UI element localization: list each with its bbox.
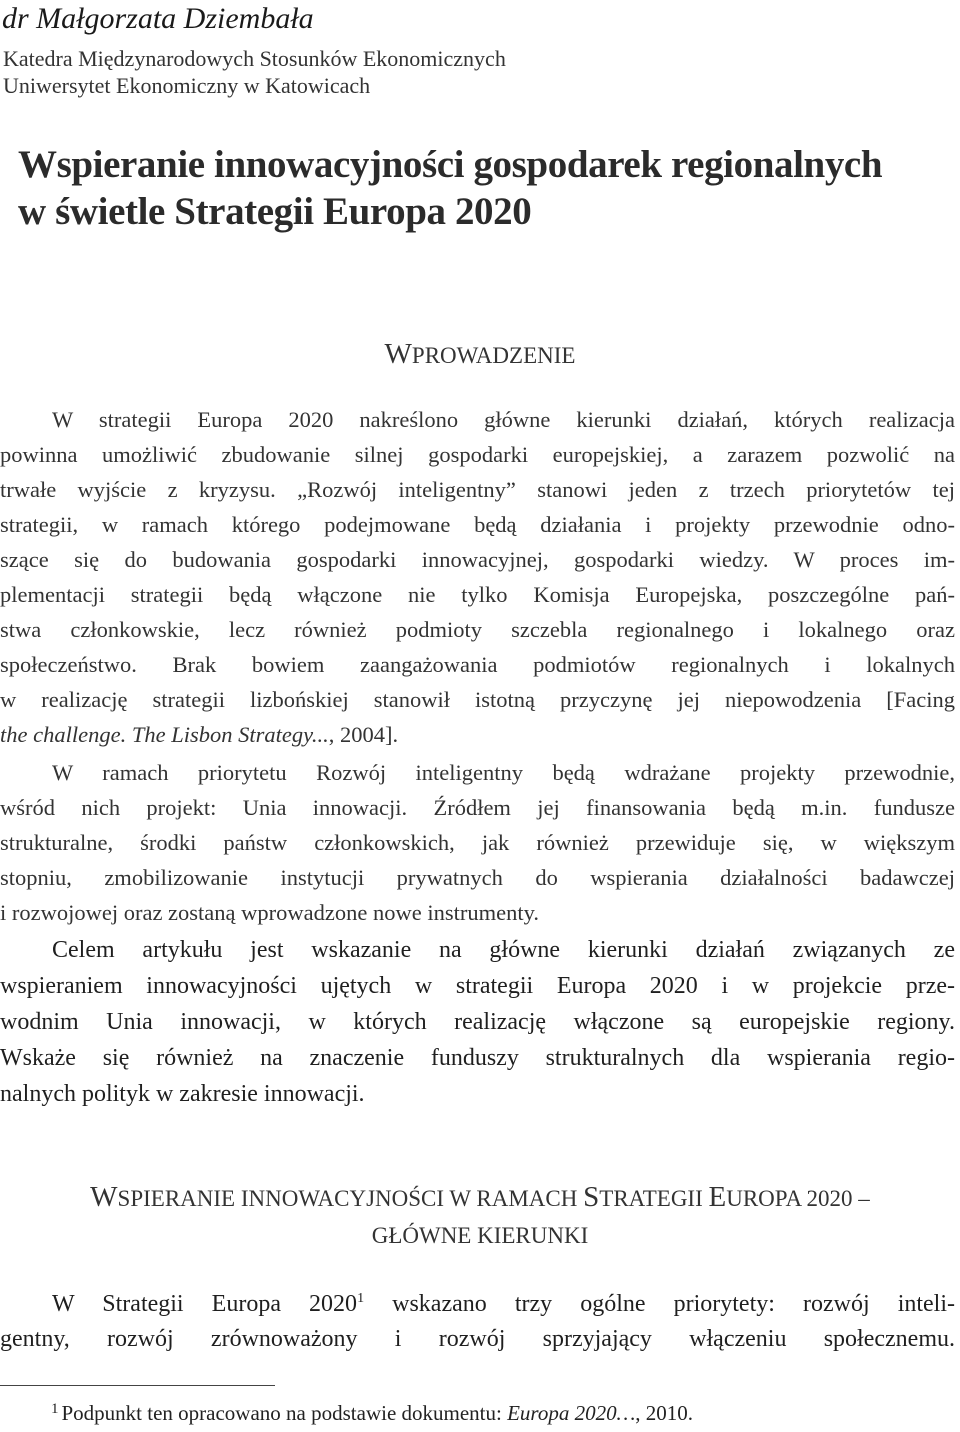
section-heading-line-2: GŁÓWNE KIERUNKI	[371, 1223, 589, 1248]
section-heading-initial-e: E	[708, 1181, 727, 1213]
intro-p2-line-3: strukturalne, środki państw członkowskich, jak również przewiduje się, w większym	[0, 830, 955, 855]
intro-heading-initial: W	[384, 338, 412, 370]
intro-line-6: plementacji strategii będą włączone nie tylko Komisja Europejska, poszczególne pań-	[0, 582, 955, 607]
section-heading-text-a: SPIERANIE INNOWACYJNOŚCI W RAMACH	[117, 1186, 584, 1211]
footnote-text: Podpunkt ten opracowano na podstawie dokumentu:	[61, 1401, 508, 1425]
intro-p2-line-1: W ramach priorytetu Rozwój inteligentny będą wdrażane projekty przewodnie,	[52, 760, 955, 785]
intro-line-7: stwa członkowskie, lecz również podmioty szczebla regionalnego i lokalnego oraz	[0, 617, 955, 642]
article-title-line-2: w świetle Strategii Europa 2020	[18, 190, 532, 233]
aim-line-3: wodnim Unia innowacji, w których realizację włączone są europejskie regiony.	[0, 1009, 955, 1035]
aim-line-4: Wskaże się również na znaczenie funduszy strukturalnych dla wspierania regio-	[0, 1045, 955, 1071]
intro-line-8: społeczeństwo. Brak bowiem zaangażowania podmiotów regionalnych i lokalnych	[0, 652, 955, 677]
footnote	[51, 1399, 693, 1427]
intro-line-2: powinna umożliwić zbudowanie silnej gospodarki europejskiej, a zarazem pozwolić na	[0, 442, 955, 467]
intro-heading-rest: PROWADZENIE	[411, 343, 576, 368]
citation-year: , 2004].	[328, 722, 399, 747]
footnote-year: , 2010.	[635, 1401, 693, 1425]
intro-p2-line-4: stopniu, zmobilizowanie instytucji prywatnych do wspierania działalności badawczej	[0, 865, 955, 890]
section-body-text-a: W Strategii Europa 2020	[52, 1291, 358, 1317]
section-heading-text-c: UROPA 2020 –	[726, 1186, 870, 1211]
intro-p2-line-5: i rozwojowej oraz zostaną wprowadzone nowe instrumenty.	[0, 900, 539, 925]
article-title-line-1: Wspieranie innowacyjności gospodarek regionalnych	[18, 143, 883, 186]
aim-line-1: Celem artykułu jest wskazanie na główne kierunki działań związanych ze	[52, 937, 955, 963]
aim-line-2: wspieraniem innowacyjności ujętych w strategii Europa 2020 i w projekcie prze-	[0, 973, 955, 999]
section-body-text-b: wskazano trzy ogólne priorytety: rozwój inteli-	[364, 1291, 956, 1317]
affiliation-university: Uniwersytet Ekonomiczny w Katowicach	[3, 73, 371, 98]
section-heading-initial-s: S	[583, 1181, 600, 1213]
section-heading-text-b: TRATEGII	[599, 1186, 709, 1211]
section-heading-line-1	[0, 1182, 960, 1214]
intro-p2-line-2: wśród nich projekt: Unia innowacji. Źródłem jej finansowania będą m.in. fundusze	[0, 795, 955, 820]
intro-line-4: strategii, w ramach którego podejmowane będą działania i projekty przewodnie odno-	[0, 512, 955, 537]
affiliation-department: Katedra Międzynarodowych Stosunków Ekonomicznych	[3, 46, 506, 71]
footnote-divider	[0, 1385, 275, 1386]
section-body-line-2: gentny, rozwój zrównoważony i rozwój sprzyjający włączeniu społecznemu.	[0, 1326, 955, 1352]
section-heading-initial-w: W	[90, 1181, 118, 1213]
footnote-number: 1	[51, 1401, 59, 1417]
author-name: dr Małgorzata Dziembała	[2, 2, 314, 35]
footnote-source: Europa 2020…	[507, 1401, 636, 1425]
intro-line-9: w realizację strategii lizbońskiej stanowił istotną przyczynę jej niepowodzenia [Facing	[0, 687, 955, 712]
intro-line-5: szące się do budowania gospodarki innowacyjnej, gospodarki wiedzy. W proces im-	[0, 547, 955, 572]
intro-line-3: trwałe wyjście z kryzysu. „Rozwój inteligentny” stanowi jeden z trzech priorytetów tej	[0, 477, 955, 502]
aim-line-5: nalnych polityk w zakresie innowacji.	[0, 1081, 365, 1107]
footnote-ref: 1	[357, 1291, 365, 1306]
section-body-line-1	[0, 1287, 955, 1322]
intro-heading	[0, 339, 960, 371]
intro-line-1: W strategii Europa 2020 nakreślono główne kierunki działań, których realizacja	[52, 407, 955, 432]
intro-line-10	[0, 718, 955, 752]
citation-title: the challenge. The Lisbon Strategy...	[0, 722, 329, 747]
